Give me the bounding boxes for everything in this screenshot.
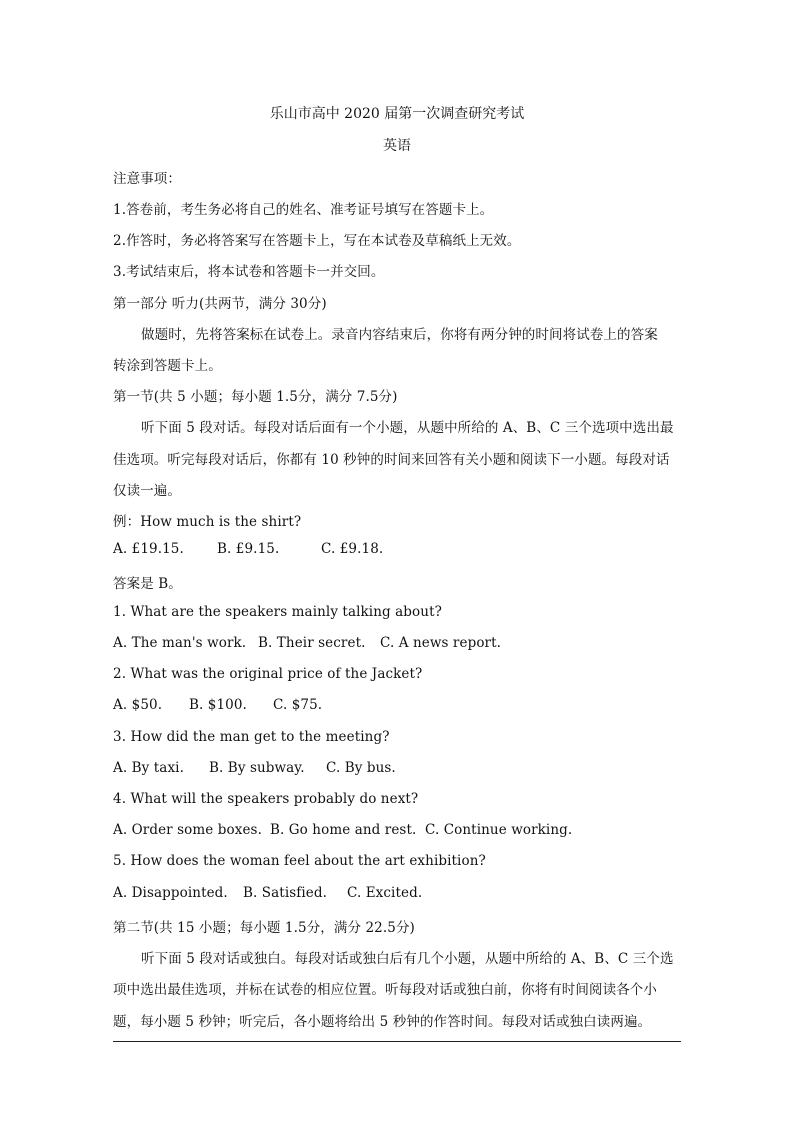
option: C. Excited. [347,885,423,901]
question-options [113,697,322,713]
question: 3. How did the man get to the meeting? [113,729,390,745]
option: B. $100. [189,697,247,713]
subject-title: 英语 [383,138,411,154]
note-item: 3.考试结束后，将本试卷和答题卡一并交回。 [113,264,385,280]
notes-heading: 注意事项： [113,171,181,187]
section1-instruction: 佳选项。听完每段对话后，你都有 10 秒钟的时间来回答有关小题和阅读下一小题。每段对话 [113,452,670,468]
option: C. By bus. [326,760,396,776]
section2-instruction: 题，每小题 5 秒钟；听完后，各小题将给出 5 秒钟的作答时间。每段对话或独白读两遍。 [113,1014,652,1030]
option: B. Satisfied. [243,885,328,901]
option: A. Order some boxes. [113,822,262,838]
part1-heading: 第一部分 听力(共两节，满分 30分) [113,296,327,312]
option: A. Disappointed. [113,885,228,901]
option: C. £9.18. [321,541,384,557]
exam-title: 乐山市高中 2020 届第一次调查研究考试 [269,106,525,122]
note-item: 2.作答时，务必将答案写在答题卡上，写在本试卷及草稿纸上无效。 [113,233,521,249]
question-options [113,885,422,901]
section1-instruction: 仅读一遍。 [113,483,181,499]
question: 4. What will the speakers probably do next? [113,791,419,807]
option: A. £19.15. [113,541,184,557]
option: C. Continue working. [425,822,573,838]
part1-instruction: 转涂到答题卡上。 [113,358,222,374]
option: C. $75. [273,697,323,713]
option: B. £9.15. [217,541,280,557]
example-question: 例：How much is the shirt? [113,514,302,530]
question-options [113,822,572,838]
question-options [113,635,501,651]
option: C. A news report. [380,635,502,651]
option: A. By taxi. [113,760,184,776]
section1-heading: 第一节(共 5 小题；每小题 1.5分，满分 7.5分) [113,389,398,405]
section2-instruction: 听下面 5 段对话或独白。每段对话或独白后有几个小题，从题中所给的 A、B、C 三个选 [141,951,674,967]
part1-instruction: 做题时，先将答案标在试卷上。录音内容结束后，你将有两分钟的时间将试卷上的答案 [141,327,658,343]
option: A. $50. [113,697,163,713]
option: B. Their secret. [258,635,366,651]
section2-instruction: 项中选出最佳选项，并标在试卷的相应位置。听每段对话或独白前，你将有时间阅读各个小 [113,982,657,998]
question-options [113,760,396,776]
question: 1. What are the speakers mainly talking about? [113,604,442,620]
option: B. By subway. [209,760,305,776]
option: B. Go home and rest. [270,822,417,838]
footer-divider [113,1041,681,1042]
question: 5. How does the woman feel about the art exhibition? [113,853,486,869]
section1-instruction: 听下面 5 段对话。每段对话后面有一个小题，从题中所给的 A、B、C 三个选项中选出最 [141,420,674,436]
section2-heading: 第二节(共 15 小题；每小题 1.5分，满分 22.5分) [113,920,415,936]
example-answer: 答案是 B。 [113,576,182,592]
note-item: 1.答卷前，考生务必将自己的姓名、准考证号填写在答题卡上。 [113,202,494,218]
example-options [113,541,383,557]
question: 2. What was the original price of the Jacket? [113,666,423,682]
option: A. The man's work. [113,635,247,651]
